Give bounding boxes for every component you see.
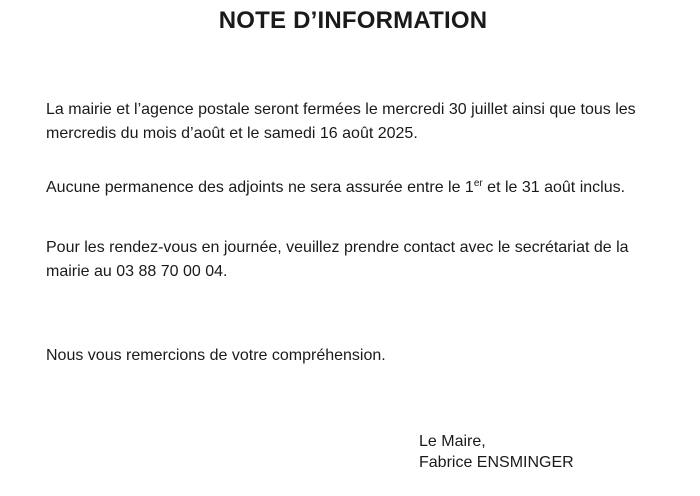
closure-paragraph: La mairie et l’agence postale seront fermées le mercredi 30 juillet ainsi que tous les mercredis du mois d’août et le samedi 16 août 2025. bbox=[46, 101, 636, 142]
permanence-text-end: et le 31 août inclus. bbox=[482, 179, 626, 196]
page-title: NOTE D’INFORMATION bbox=[218, 7, 488, 34]
thanks-paragraph: Nous vous remercions de votre compréhension. bbox=[46, 347, 386, 364]
permanence-paragraph bbox=[46, 176, 676, 200]
appointment-paragraph: Pour les rendez-vous en journée, veuillez prendre contact avec le secrétariat de la mairie au 03 88 70 00 04. bbox=[46, 239, 629, 280]
signature-role: Le Maire, bbox=[419, 433, 486, 450]
signature-block bbox=[419, 431, 574, 473]
signature-name: Fabrice ENSMINGER bbox=[419, 454, 574, 471]
permanence-text-start: Aucune permanence des adjoints ne sera assurée entre le 1 bbox=[46, 179, 474, 196]
ordinal-superscript: er bbox=[473, 178, 483, 189]
